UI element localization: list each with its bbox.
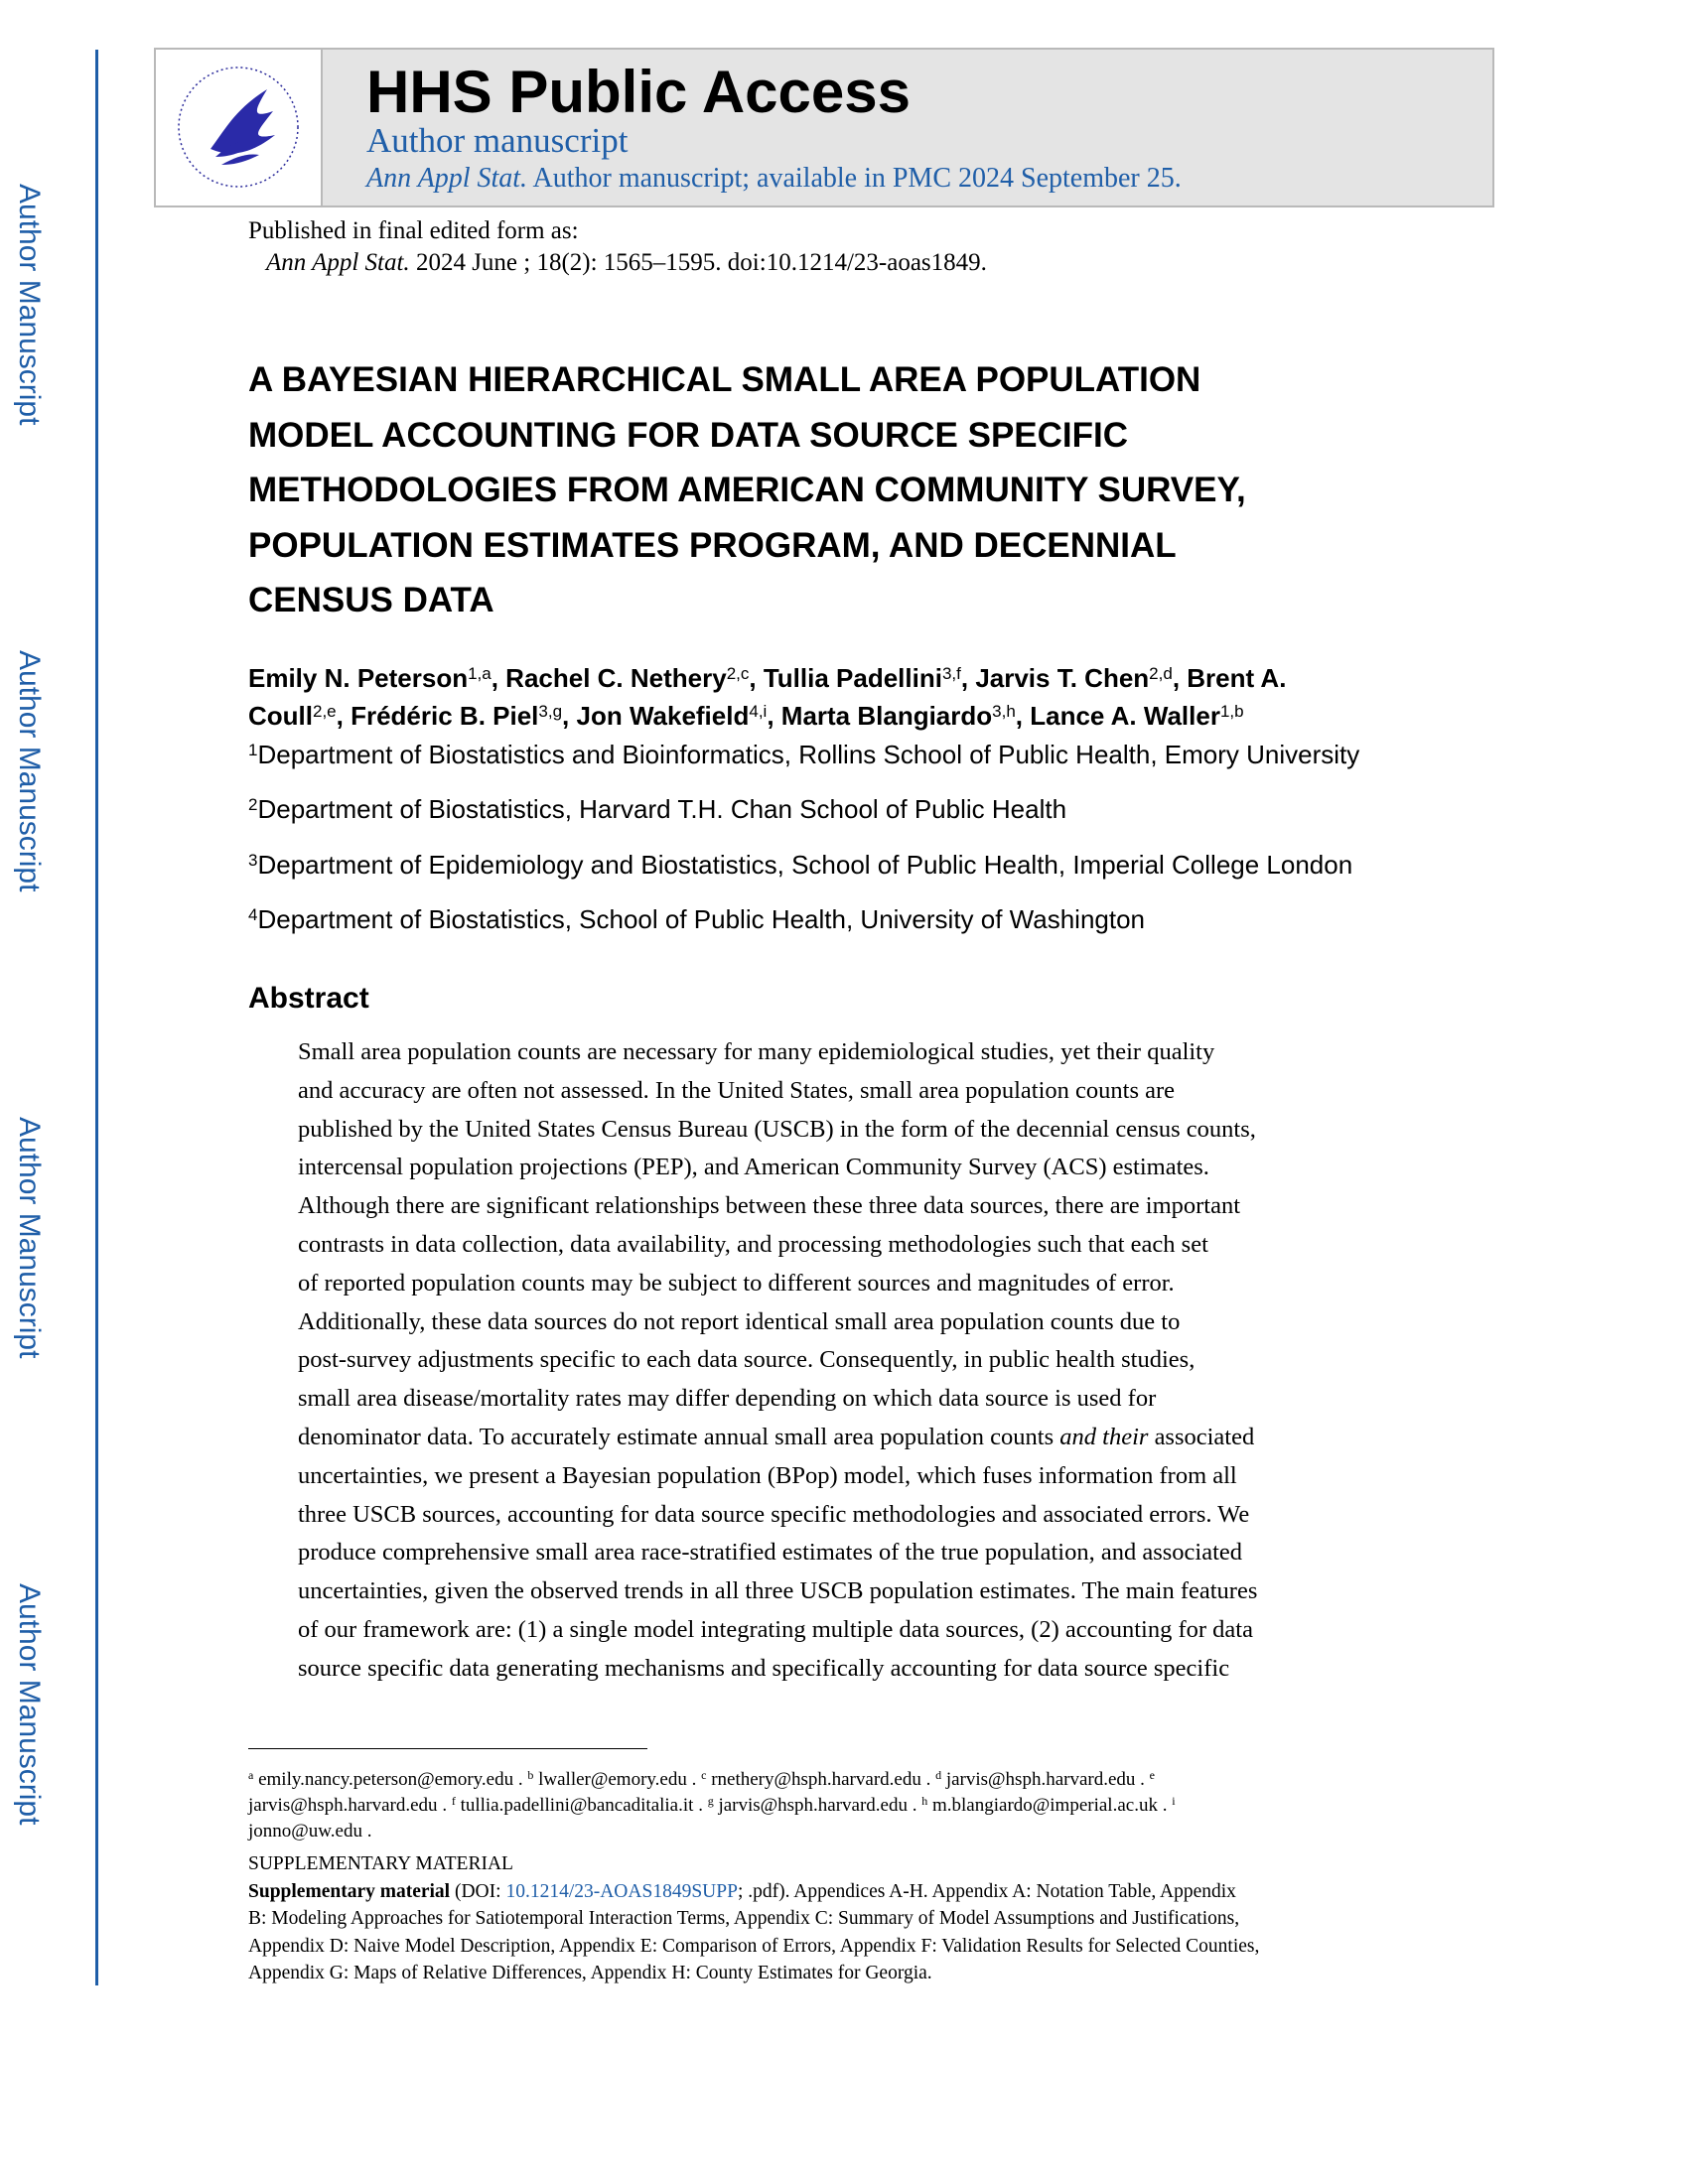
author-manuscript-subtitle: Author manuscript [366, 121, 629, 160]
affiliation: $^3$Department of Epidemiology and Biostatistics, School of Public Health, Imperial College London [248, 850, 1353, 880]
footnote-rule [248, 1748, 647, 1749]
supplementary-doi-link[interactable]: 10.1214/23-AOAS1849SUPP [505, 1880, 738, 1902]
sidebar-rule [95, 50, 98, 1985]
abstract-line: of our framework are: (1) a single model integrating multiple data sources, (2) accounting for data [298, 1615, 1253, 1643]
author-name: Lance A. Waller [1030, 701, 1220, 731]
email-link[interactable]: lwaller@emory.edu [538, 1769, 687, 1790]
email-link[interactable]: jarvis@hsph.harvard.edu [718, 1795, 908, 1816]
title-line: A BAYESIAN HIERARCHICAL SMALL AREA POPULATION [248, 360, 1201, 399]
email-link[interactable]: jarvis@hsph.harvard.edu [945, 1769, 1136, 1790]
abstract-line: of reported population counts may be subject to different sources and magnitudes of error. [298, 1269, 1175, 1297]
author-name: Marta Blangiardo [780, 701, 993, 731]
title-line: METHODOLOGIES FROM AMERICAN COMMUNITY SURVEY, [248, 471, 1246, 509]
hhs-logo [156, 50, 323, 205]
author-name-part: Coull [248, 701, 313, 731]
affiliation: $^1$Department of Biostatistics and Bioinformatics, Rollins School of Public Health, Emory University [248, 740, 1360, 769]
abstract-line: published by the United States Census Bureau (USCB) in the form of the decennial census counts, [298, 1115, 1256, 1143]
abstract-line: intercensal population projections (PEP), and American Community Survey (ACS) estimates. [298, 1154, 1209, 1181]
email-link[interactable]: rnethery@hsph.harvard.edu [711, 1769, 921, 1790]
author-name: Emily N. Peterson [248, 663, 469, 693]
abstract-line: Additionally, these data sources do not report identical small area population counts due to [298, 1307, 1181, 1335]
hhs-eagle-logo-icon [156, 50, 321, 205]
email-link[interactable]: jarvis@hsph.harvard.edu [248, 1795, 438, 1816]
abstract-heading: Abstract [248, 982, 369, 1015]
author-name: Jarvis T. Chen [975, 663, 1150, 693]
abstract-line: denominator data. To accurately estimate annual small area population counts and their associated [298, 1423, 1255, 1450]
citation-journal: Ann Appl Stat. [266, 249, 410, 276]
affiliation: $^4$Department of Biostatistics, School of Public Health, University of Washington [248, 904, 1146, 934]
supplementary-line: B: Modeling Approaches for Satiotemporal Interaction Terms, Appendix C: Summary of Model Assumptions and Justifications, [248, 1908, 1240, 1929]
abstract-line: post-survey adjustments specific to each data source. Consequently, in public health studies, [298, 1346, 1196, 1374]
abstract-line: three USCB sources, accounting for data source specific methodologies and associated errors. We [298, 1500, 1250, 1528]
article-title [248, 352, 1479, 628]
title-line: MODEL ACCOUNTING FOR DATA SOURCE SPECIFIC [248, 415, 1129, 455]
abstract-line: produce comprehensive small area race-stratified estimates of the true population, and associated [298, 1539, 1243, 1567]
author-list: Emily N. Peterson$^{1,a}$, Rachel C. Nethery$^{2,c}$, Tullia Padellini$^{3,f}$, Jarvis T. Chen$^{2,d}$, Brent A. Coull$^{2,e}$, Frédéric B. Piel$^{3,g}$, Jon Wakefield$^{4,i}$, Marta Blangiardo$^{3,h}$, Lance A. Waller$^{1,b}$ [248, 663, 1287, 731]
title-line: CENSUS DATA [248, 581, 494, 619]
author-name-part: Brent A. [1187, 663, 1287, 693]
author-name: Jon Wakefield [576, 701, 750, 731]
abstract-line: small area disease/mortality rates may differ depending on which data source is used for [298, 1385, 1157, 1413]
citation: Ann Appl Stat. 2024 June ; 18(2): 1565–1595. doi:10.1214/23-aoas1849. [266, 249, 987, 276]
abstract-line: and accuracy are often not assessed. In the United States, small area population counts are [298, 1076, 1176, 1104]
abstract-line: Although there are significant relationships between these three data sources, there are important [298, 1192, 1241, 1220]
hhs-header [154, 48, 1494, 207]
title-line: POPULATION ESTIMATES PROGRAM, AND DECENNIAL [248, 525, 1177, 565]
supplementary-heading: SUPPLEMENTARY MATERIAL [248, 1853, 513, 1874]
author-name: Tullia Padellini [763, 663, 942, 693]
abstract-line: contrasts in data collection, data availability, and processing methodologies such that each set [298, 1230, 1208, 1258]
abstract-line: Small area population counts are necessary for many epidemiological studies, yet their quality [298, 1038, 1215, 1065]
author-name: Frédéric B. Piel [351, 701, 539, 731]
abstract-line: uncertainties, we present a Bayesian population (BPop) model, which fuses information from all [298, 1461, 1237, 1489]
hhs-public-access-title: HHS Public Access [366, 59, 911, 125]
abstract-line: uncertainties, given the observed trends in all three USCB population estimates. The main features [298, 1577, 1258, 1605]
supplementary-line: Appendix G: Maps of Relative Differences, Appendix H: County Estimates for Georgia. [248, 1963, 932, 1983]
abstract-line: source specific data generating mechanisms and specifically accounting for data source specific [298, 1654, 1230, 1682]
availability-line: Ann Appl Stat. Author manuscript; available in PMC 2024 September 25. [366, 163, 1182, 194]
footnote-emails: $^a$ emily.nancy.peterson@emory.edu . $^b$ lwaller@emory.edu . $^c$ rnethery@hsph.harvard.edu . $^d$ jarvis@hsph.harvard.edu . $^e$ jarvis@hsph.harvard.edu . $^f$ tullia.padellini@bancaditalia.it . $^g$ jarvis@hsph.harvard.edu . $^h$ m.blangiardo@imperial.ac.uk . $^i$ jonno@uw.edu . [248, 1768, 1176, 1842]
email-link[interactable]: tullia.padellini@bancaditalia.it [460, 1795, 694, 1816]
affiliation: $^2$Department of Biostatistics, Harvard T.H. Chan School of Public Health [248, 794, 1067, 824]
published-form-label: Published in final edited form as: [248, 217, 579, 244]
email-link[interactable]: jonno@uw.edu [248, 1821, 362, 1842]
supplementary-line: Supplementary material (DOI: 10.1214/23-AOAS1849SUPP; .pdf). Appendices A-H. Appendix A: Notation Table, Appendix [248, 1880, 1236, 1902]
abstract-body [298, 1033, 1440, 1689]
journal-name: Ann Appl Stat. [366, 163, 528, 194]
supplementary-section [248, 1850, 1259, 1987]
email-link[interactable]: m.blangiardo@imperial.ac.uk [932, 1795, 1158, 1816]
email-link[interactable]: emily.nancy.peterson@emory.edu [258, 1769, 514, 1790]
supplementary-line: Appendix D: Naive Model Description, Appendix E: Comparison of Errors, Appendix F: Validation Results for Selected Counties, [248, 1935, 1260, 1957]
author-name: Rachel C. Nethery [505, 663, 727, 693]
